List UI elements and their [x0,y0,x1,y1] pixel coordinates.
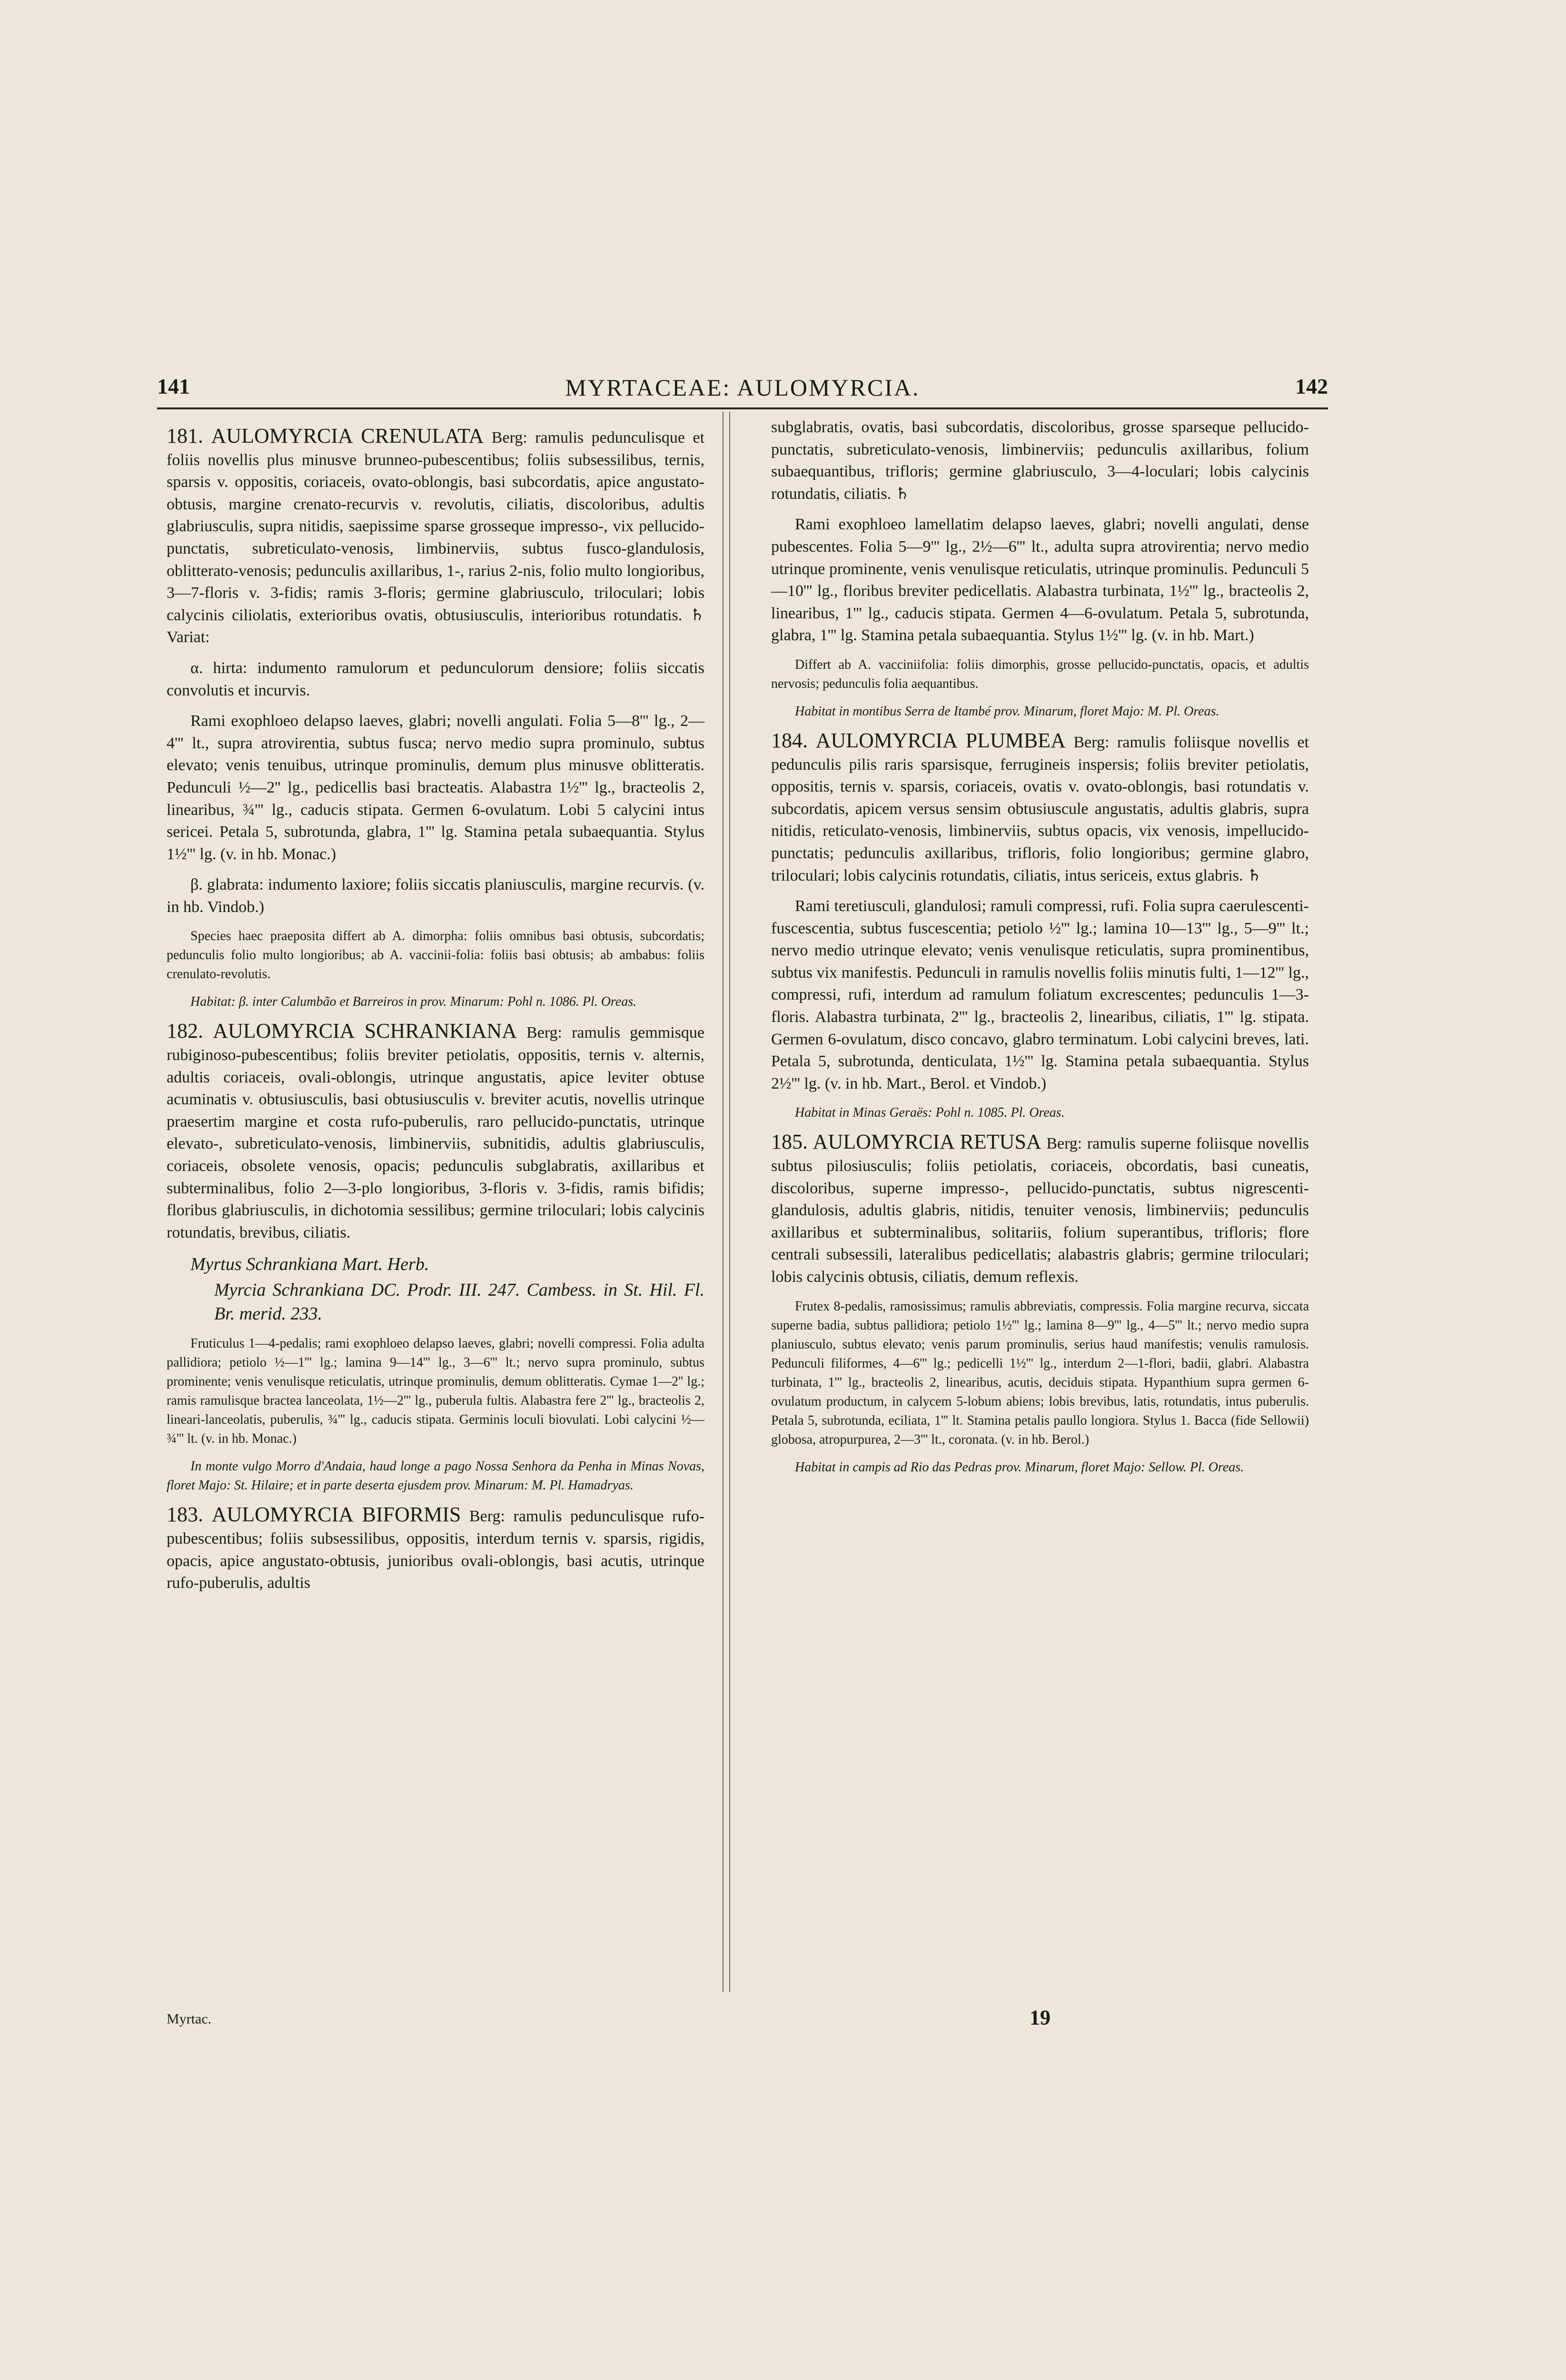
signature-mark: Myrtac. [167,2011,212,2027]
entry-184-diagnosis: Berg: ramulis foliisque novellis et pedunculis pilis raris sparsisque, ferrugineis inspersis; foliis breviter petiolatis, oppositis, ternis v. sparsis, coriaceis, ovatis v. ovato-oblongis, basi rotundatis v. subcordatis, apicem versus sensim obtusiuscule angustatis, adultis glabris, supra nitidis, reticulato-venosis, limbinerviis, subtus opacis, vix venosis, impellucido-punctatis; pedunculis axillaribus, trifloris, folio longioribus; germine glabro, triloculari; lobis calycinis rotundatis, ciliatis, intus sericeis, extus glabris. ♄ [771,733,1309,884]
column-divider [723,412,730,1992]
entry-183-habitat: Habitat in montibus Serra de Itambé prov. Minarum, floret Majo: M. Pl. Oreas. [795,704,1219,719]
entry-185-description: Frutex 8-pedalis, ramosissimus; ramulis abbreviatis, compressis. Folia margine recurva, siccata superne badia, subtus pallidiora; petiolo 1½''' lg.; lamina 8—9''' lg., 4—5''' lt.; nervo medio supra planiusculo, subtus elevato; venis parum prominulis, serius haud manifestis; venulis ramulosis. Pedunculi filiformes, 4—6''' lg.; pedicelli 1½''' lg., interdum 2—1-flori, badii, glabri. Alabastra turbinata, 1''' lg., bracteolis 2, linearibus, acutis, deciduis stipata. Hypanthium supra germen 6-ovulatum productum, in calycem 5-lobum abiens; lobis brevibus, latis, rotundatis, intus puberulis. Petala 5, subrotunda, eciliata, 1''' lt. Stamina petalis paullo longiora. Stylus 1. Bacca (fide Sellowii) globosa, atropurpurea, 2—3''' lt., coronata. (v. in hb. Berol.) [771,1299,1309,1447]
entry-185-habitat: Habitat in campis ad Rio das Pedras prov. Minarum, floret Majo: Sellow. Pl. Oreas. [795,1459,1244,1475]
header-rule [157,407,1328,409]
entry-181-var-beta: β. glabrata: indumento laxiore; foliis siccatis planiusculis, margine recurvis. (v. in hb. Vindob.) [167,876,704,916]
entry-183-continued: subglabratis, ovatis, basi subcordatis, discoloribus, grosse sparseque pellucido-punctatis, subreticulato-venosis, limbinerviis; pedunculis axillaribus, folium subaequantibus, trifloris; germine glabriusculo, 3—4-loculari; lobis calycinis rotundatis, ciliatis. ♄ [771,418,1309,503]
entry-182-habitat: In monte vulgo Morro d'Andaia, haud longe a pago Nossa Senhora da Penha in Minas Novas, floret Majo: St. Hilaire; et in parte deserta ejusdem prov. Minarum: M. Pl. Hamadryas. [167,1459,704,1493]
entry-183-title: 183. AULOMYRCIA BIFORMIS [167,1503,461,1527]
entry-181-description: Rami exophloeo delapso laeves, glabri; novelli angulati. Folia 5—8''' lg., 2—4''' lt., supra atrovirentia, subtus fusca; nervo medio supra prominulo, subtus elevato; venis tenuibus, utrinque prominulis, demum plus minusve oblitteratis. Pedunculi ½—2'' lg., pedicellis basi bracteatis. Alabastra 1½''' lg., bracteolis 2, linearibus, ¾''' lg., caducis stipata. Germen 6-ovulatum. Lobi 5 calycini intus sericei. Petala 5, subrotunda, glabra, 1''' lg. Stamina petala subaequantia. Stylus 1½''' lg. (v. in hb. Monac.) [167,712,704,863]
entry-182-synonym-1: Myrtus Schrankiana Mart. Herb. [190,1254,429,1275]
page-number-left: 141 [157,374,190,398]
running-header [157,374,1328,402]
page-number-right: 142 [1295,374,1328,398]
left-column [167,416,704,1603]
entry-181-title: 181. AULOMYRCIA CRENULATA [167,424,484,447]
entry-183-note: Differt ab A. vacciniifolia: foliis dimorphis, grosse pellucido-punctatis, opacis, et adultis nervosis; pedunculis folia aequantibus. [771,657,1309,691]
entry-181-diagnosis: Berg: ramulis pedunculisque et foliis novellis plus minusve brunneo-pubescentibus; foliis subsessilibus, ternis, sparsis v. oppositis, coriaceis, ovato-oblongis, basi subcordatis, apice angustato-obtusis, margine crenato-recurvis v. revolutis, ciliatis, discoloribus, adultis glabriusculis, supra nitidis, saepissime sparse grosseque impresso-, vix pellucido-punctatis, subreticulato-venosis, limbinerviis, subtus fusco-glandulosis, oblitterato-venosis; pedunculis axillaribus, 1-, rarius 2-nis, folio multo longioribus, 3—7-floris v. 3-fidis; ramis 3-floris; germine glabriusculo, triloculari; lobis calycinis ciliolatis, exterioribus ovatis, obtusiusculis, interioribus rotundatis. ♄ Variat: [167,429,705,646]
entry-181-habitat: Habitat: β. inter Calumbão et Barreiros in prov. Minarum: Pohl n. 1086. Pl. Oreas. [190,994,637,1010]
entry-184-title: 184. AULOMYRCIA PLUMBEA [771,728,1066,752]
sheet-number: 19 [1030,2006,1051,2029]
entry-182-description: Fruticulus 1—4-pedalis; rami exophloeo delapso laeves, glabri; novelli compressi. Folia adulta pallidiora; petiolo ½—1''' lg.; lamina 9—14''' lg., 3—6''' lt.; nervo supra prominulo, subtus prominente; venis venulisque reticulatis, utrinque prominulis, demum oblitteratis. Cymae 1—2'' lg.; ramis ramulisque bractea lanceolata, 1½—2''' lg., puberula fultis. Alabastra fere 2''' lg., bracteolis 2, lineari-lanceolatis, puberulis, ¾''' lg., caducis stipata. Germinis loculi biovulati. Lobi calycini ½—¾''' lt. (v. in hb. Monac.) [167,1336,704,1447]
entry-181-var-alpha: α. hirta: indumento ramulorum et pedunculorum densiore; foliis siccatis convolutis et incurvis. [167,659,704,699]
entry-184-habitat: Habitat in Minas Geraës: Pohl n. 1085. Pl. Oreas. [795,1105,1065,1121]
right-column [771,416,1309,1486]
entry-184-description: Rami teretiusculi, glandulosi; ramuli compressi, rufi. Folia supra caerulescenti-fuscescentia, subtus fuscescentia; petiolo ½''' lg.; lamina 10—13''' lg., 5—9''' lt.; nervo medio utrinque elevato; venis venulisque reticulatis, supra prominentibus, subtus vix manifestis. Pedunculi in ramulis novellis foliis minutis fulti, 1—12''' lg., compressi, rufi, interdum ad ramulum foliatum excrescentes; pedunculis 1—3-floris. Alabastra turbinata, 2''' lg., bracteolis 2, linearibus, ciliatis, 1''' lg. stipata. Germen 6-ovulatum, disco concavo, glabro terminatum. Lobi calycini breves, lati. Petala 5, subrotunda, denticulata, 1½''' lg. Stamina petala subaequantia. Stylus 2½''' lg. (v. in hb. Mart., Berol. et Vindob.) [771,897,1309,1092]
running-title: MYRTACEAE: AULOMYRCIA. [565,374,920,401]
entry-183-diagnosis: Berg: ramulis pedunculisque rufo-pubescentibus; foliis subsessilibus, oppositis, interdum ternis v. sparsis, rigidis, opacis, apice angustato-obtusis, junioribus ovali-oblongis, basi acutis, utrinque rufo-puberulis, adultis [167,1507,705,1592]
entry-185-diagnosis: Berg: ramulis superne foliisque novellis subtus pilosiusculis; foliis petiolatis, coriaceis, obcordatis, basi cuneatis, discoloribus, superne impresso-, pellucido-punctatis, subtus nigrescenti-glandulosis, adultis glabris, nitidis, tenuiter venosis, limbinerviis; pedunculis axillaribus et subterminalibus, solitariis, folium superantibus, trifloris; flore centrali subsessili, lateralibus pedicellatis; alabastris glabris; germine triloculari; lobis calycinis obtusis, ciliatis, demum reflexis. [771,1135,1309,1286]
entry-183-description: Rami exophloeo lamellatim delapso laeves, glabri; novelli angulati, dense pubescentes. Folia 5—9''' lg., 2½—6''' lt., adulta supra atrovirentia; nervo medio utrinque prominente, venis venulisque reticulatis, utrinque prominulis. Pedunculi 5—10''' lg., floribus breviter pedicellatis. Alabastra turbinata, 1½''' lg., bracteolis 2, linearibus, 1''' lg., caducis stipata. Germen 4—6-ovulatum. Petala 5, subrotunda, glabra, 1''' lg. Stamina petala subaequantia. Stylus 1½''' lg. (v. in hb. Mart.) [771,516,1309,645]
entry-182-synonym-2: Myrcia Schrankiana DC. Prodr. III. 247. Cambess. in St. Hil. Fl. Br. merid. 233. [214,1280,704,1324]
entry-181-note: Species haec praeposita differt ab A. dimorpha: foliis omnibus basi obtusis, subcordatis; pedunculis folio multo longioribus; ab A. vaccinii-folia: foliis basi obtusis; ab ambabus: foliis crenulato-revolutis. [167,929,704,982]
entry-182-diagnosis: Berg: ramulis gemmisque rubiginoso-pubescentibus; foliis breviter petiolatis, oppositis, ternis v. alternis, adultis coriaceis, ovali-oblongis, utrinque angustatis, apice leviter obtuse acuminatis v. obtusiusculis, basi obtusiusculis v. breviter acutis, novellis utrinque praesertim margine et costa rufo-puberulis, raro pellucido-punctatis, utrinque elevato-, subreticulato-venosis, limbinerviis, subnitidis, adultis glabriusculis, coriaceis, obsolete venosis, opacis; pedunculis subglabratis, axillaribus et subterminalibus, folio 2—3-plo longioribus, 3-floris v. 3-fidis, ramis bifidis; floribus glabriusculis, in dichotomia sessilibus; germine triloculari; lobis calycinis rotundatis, brevibus, ciliatis. [167,1024,704,1241]
entry-185-title: 185. AULOMYRCIA RETUSA [771,1130,1041,1154]
entry-182-title: 182. AULOMYRCIA SCHRANKIANA [167,1019,517,1043]
